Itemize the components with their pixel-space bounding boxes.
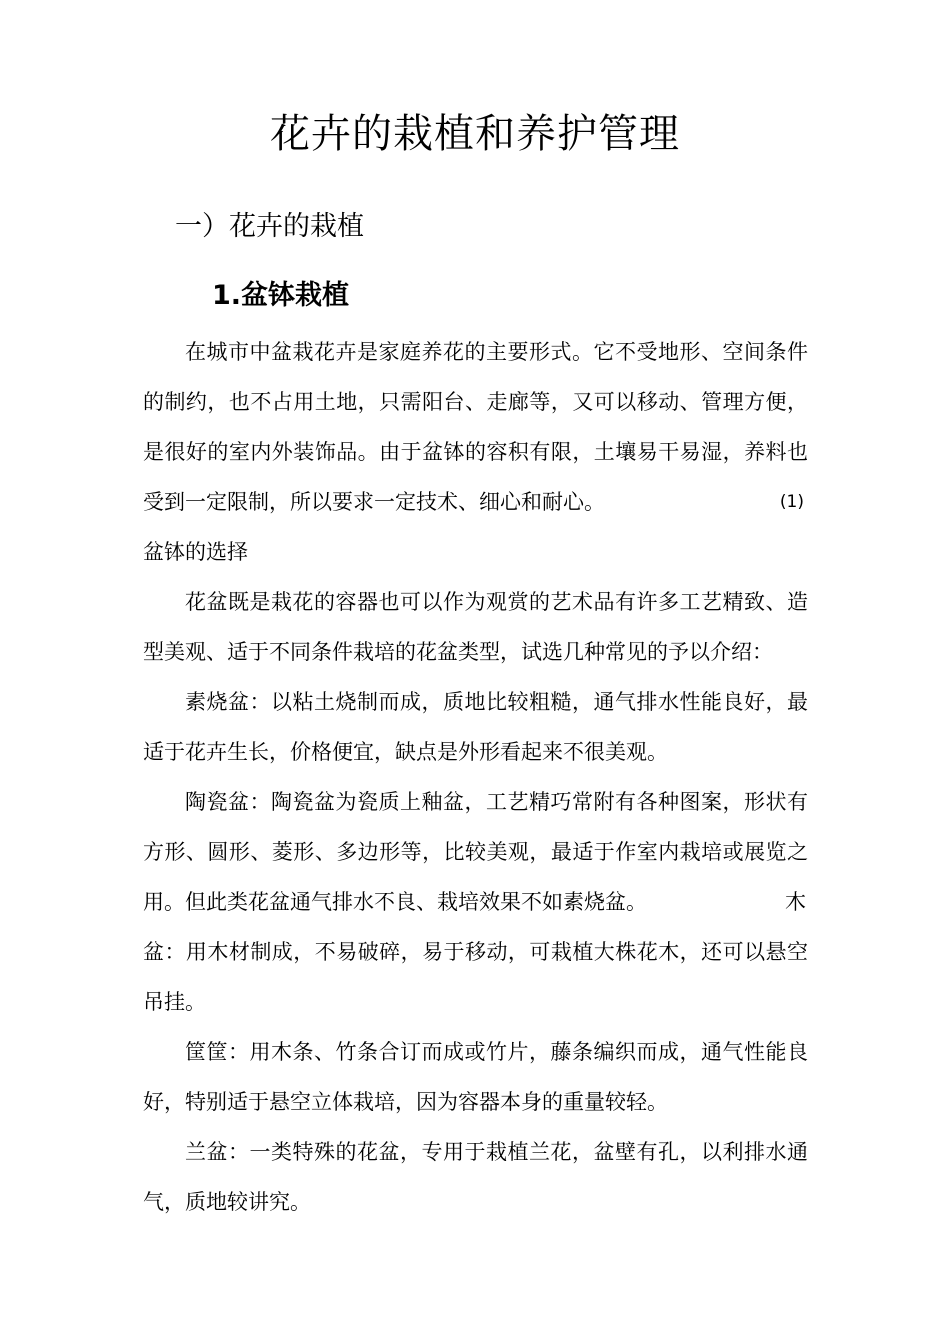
intro-text: 在城市中盆栽花卉是家庭养花的主要形式。它不受地形、空间条件的制约，也不占用土地，只需阳台、走廊等，又可以移动、管理方便，是很好的室内外装饰品。由于盆钵的容积有限，土壤易干易湿，养料也受到一定限制，所以要求一定技术、细心和耐心。 (143, 340, 808, 514)
paragraph-clay-pot: 素烧盆：以粘土烧制而成，质地比较粗糙，通气排水性能良好，最适于花卉生长，价格便宜，缺点是外形看起来不很美观。 (143, 690, 808, 764)
document-body (143, 327, 808, 1227)
paragraph-subheading: 盆钵的选择 (143, 540, 248, 564)
paragraph-basket: 筐筐：用木条、竹条合订而成或竹片，藤条编织而成，通气性能良好，特别适于悬空立体栽培，因为容器本身的重量较轻。 (143, 1040, 808, 1114)
paragraph-pot-intro: 花盆既是栽花的容器也可以作为观赏的艺术品有许多工艺精致、造型美观、适于不同条件栽培的花盆类型，试选几种常见的予以介绍： (143, 590, 808, 664)
paragraph-orchid-pot: 兰盆：一类特殊的花盆，专用于栽植兰花，盆壁有孔，以利排水通气，质地较讲究。 (143, 1140, 808, 1214)
paragraph-intro (143, 327, 808, 527)
ceramic-pot-text: 陶瓷盆：陶瓷盆为瓷质上釉盆，工艺精巧常附有各种图案，形状有方形、圆形、菱形、多边形等，比较美观，最适于作室内栽培或展览之用。但此类花盆通气排水不良、栽培效果不如素烧盆。 (143, 790, 808, 914)
paragraph-wood-pot: 盆：用木材制成，不易破碎，易于移动，可栽植大株花木，还可以悬空吊挂。 (143, 940, 808, 1014)
subsection-heading: 1.盆钵栽植 (212, 280, 350, 311)
section-heading: 一）花卉的栽植 (175, 211, 364, 242)
page-title: 花卉的栽植和养护管理 (270, 111, 680, 157)
list-marker: (1) (779, 492, 804, 512)
paragraph-ceramic-pot (143, 777, 808, 927)
wood-pot-start: 木 (785, 890, 806, 914)
